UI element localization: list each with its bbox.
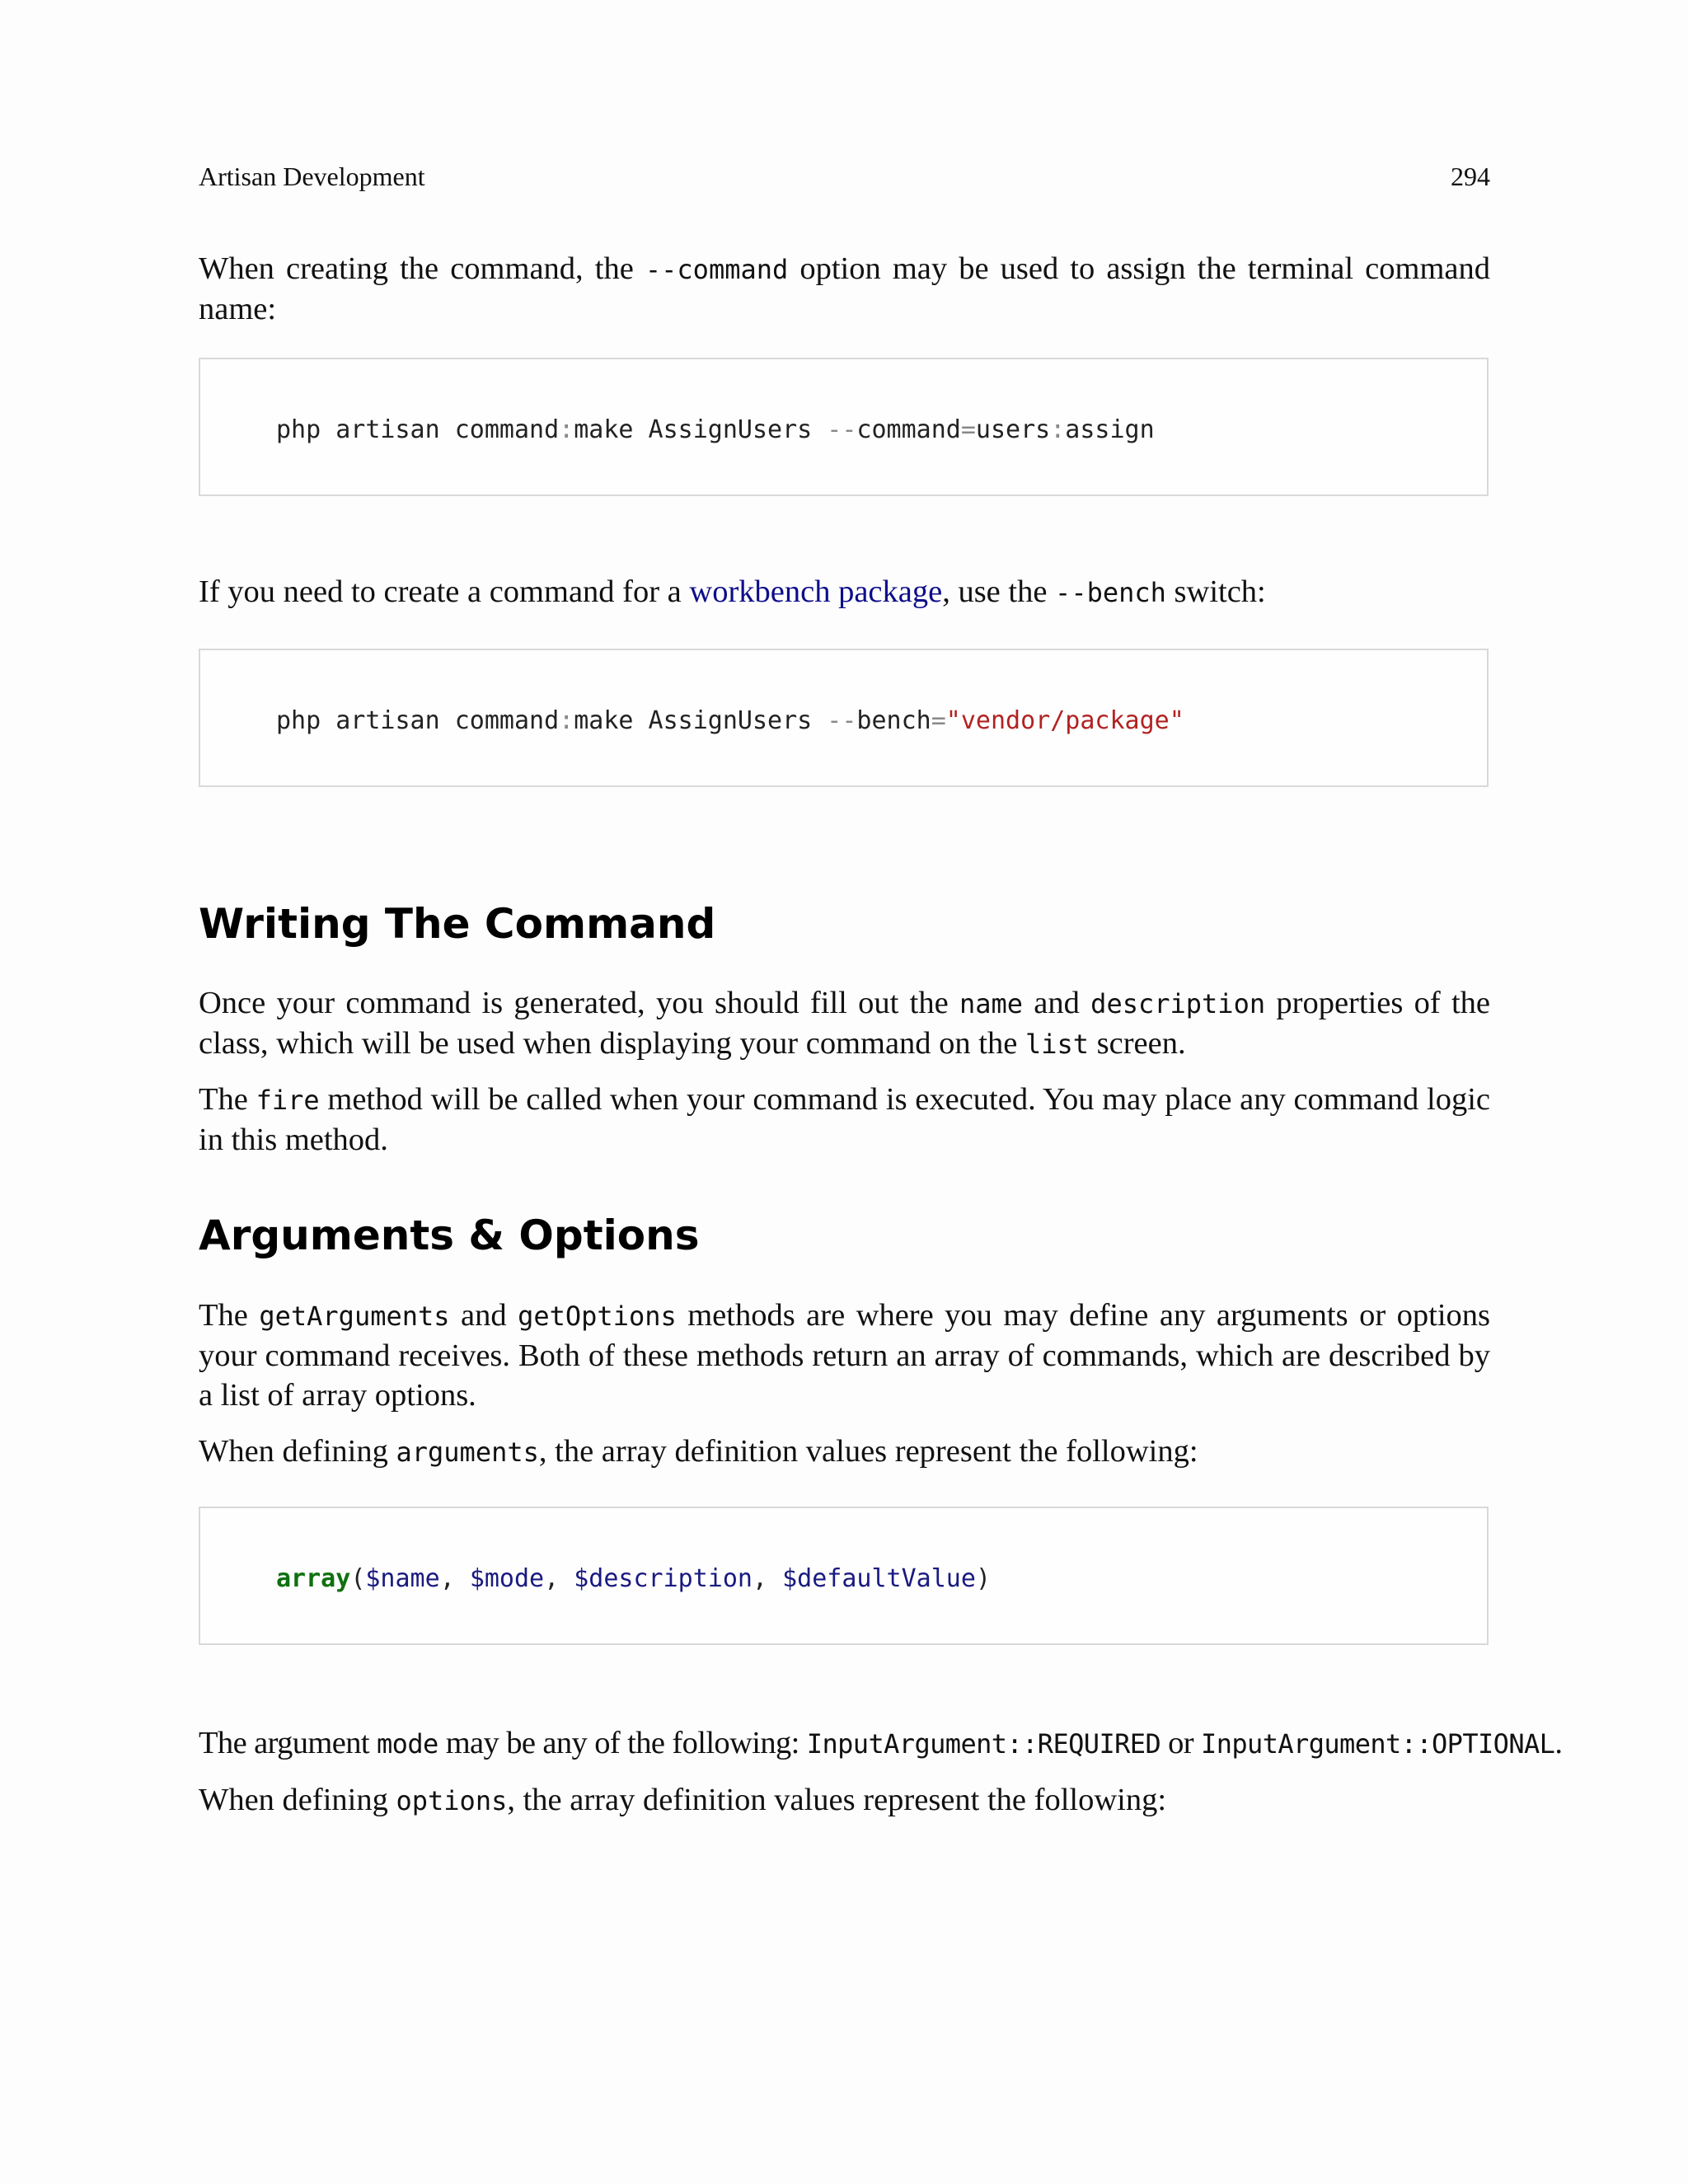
code-block-bench bbox=[199, 649, 1489, 787]
inline-code: mode bbox=[377, 1728, 438, 1760]
code-line: array($name, $mode, $description, $defaultValue) bbox=[276, 1564, 991, 1593]
code-line: php artisan command:make AssignUsers --bench="vendor/package" bbox=[276, 706, 1184, 735]
code-line: php artisan command:make AssignUsers --command=users:assign bbox=[276, 415, 1155, 444]
inline-code: arguments bbox=[396, 1436, 539, 1468]
paragraph-bench-switch: If you need to create a command for a workbench package, use the --bench switch: bbox=[199, 574, 1266, 609]
paragraph-defining-arguments: When defining arguments, the array definition values represent the following: bbox=[199, 1434, 1198, 1469]
chapter-title: Artisan Development bbox=[199, 162, 425, 191]
inline-code: fire bbox=[256, 1085, 320, 1116]
inline-code: InputArgument::OPTIONAL bbox=[1201, 1728, 1555, 1760]
heading-writing-the-command: Writing The Command bbox=[199, 900, 716, 948]
code-block-command-option bbox=[199, 358, 1489, 496]
paragraph-name-description: Once your command is generated, you should fill out the name and description properties of the class, which will be used when displaying your command on the list screen. bbox=[199, 986, 1490, 1061]
paragraph-defining-options: When defining options, the array definition values represent the following: bbox=[199, 1783, 1167, 1817]
page-number: 294 bbox=[1451, 162, 1490, 191]
inline-code: getArguments bbox=[259, 1301, 450, 1332]
paragraph-getarguments: The getArguments and getOptions methods are where you may define any arguments or options your command receives. Both of these methods return an array of commands, which are described by a list of array options. bbox=[199, 1298, 1491, 1413]
inline-code: list bbox=[1025, 1029, 1090, 1060]
inline-code: --bench bbox=[1055, 577, 1166, 608]
inline-code: --command bbox=[645, 254, 789, 285]
code-block-array-definition bbox=[199, 1507, 1489, 1645]
inline-code: name bbox=[959, 988, 1024, 1019]
heading-arguments-options: Arguments & Options bbox=[199, 1212, 700, 1259]
inline-code: description bbox=[1090, 988, 1266, 1019]
paragraph-argument-mode: The argument mode may be any of the following: InputArgument::REQUIRED or InputArgument::OPTIONAL. bbox=[199, 1726, 1563, 1760]
inline-code: options bbox=[396, 1785, 508, 1816]
running-header bbox=[199, 162, 1490, 194]
paragraph-fire-method: The fire method will be called when your command is executed. You may place any command logic in this method. bbox=[199, 1082, 1490, 1157]
workbench-package-link[interactable]: workbench package bbox=[689, 574, 943, 609]
paragraph-command-option: When creating the command, the --command option may be used to assign the terminal command name: bbox=[199, 251, 1490, 326]
inline-code: getOptions bbox=[518, 1301, 677, 1332]
inline-code: InputArgument::REQUIRED bbox=[806, 1728, 1161, 1760]
